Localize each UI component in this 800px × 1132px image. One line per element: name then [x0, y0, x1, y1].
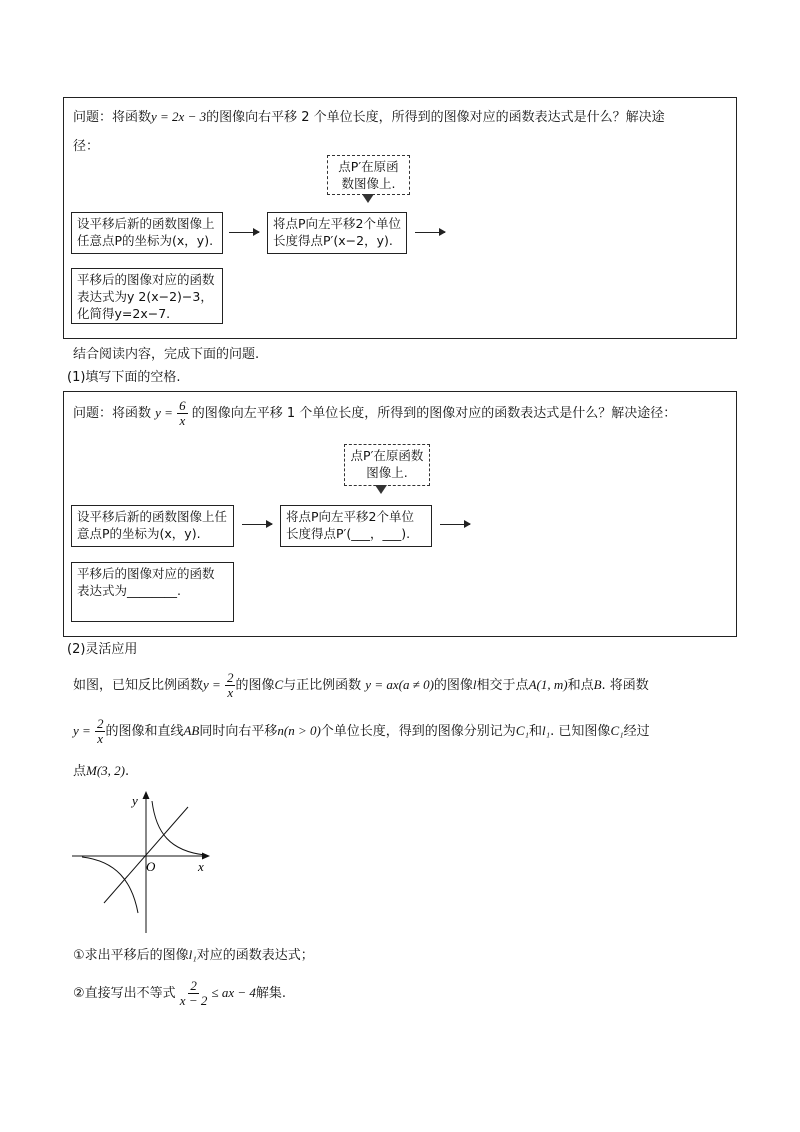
fillin-result-blank[interactable]: 表达式为________. — [77, 583, 181, 598]
example-arrow-1 — [229, 232, 259, 233]
fillin-box-translate: 将点P向左平移2个单位 长度得点P′(___，___). — [280, 505, 432, 547]
part2-title: (2)灵活应用 — [67, 642, 138, 657]
intro-text: 结合阅读内容，完成下面的问题. — [73, 347, 260, 362]
origin-label: O — [146, 859, 156, 874]
question-2: ②直接写出不等式 $\frac{2}{x - 2}$ ≤ ax − 4解集. — [73, 978, 287, 1008]
hyperbola-branch-q1 — [152, 801, 205, 855]
example-arrow-2 — [415, 232, 445, 233]
example-box-set-point: 设平移后新的函数图像上任意点P的坐标为(x，y). — [71, 212, 223, 254]
hyperbola-branch-q3 — [82, 857, 138, 913]
example-callout: 点P′在原函数图像上. — [327, 155, 410, 195]
fillin-callout-pointer — [375, 485, 387, 494]
example-problem-line2: 径： — [73, 139, 100, 154]
example-box-translate: 将点P向左平移2个单位长度得点P′(x−2，y). — [267, 212, 407, 254]
x-axis-label: x — [198, 859, 204, 874]
fraction-6-over-x: $\frac{6}{x}$ — [179, 398, 186, 428]
part2-line2: y = $\frac{2}{x}$ 的图像和直线AB同时向右平移n(n > 0)个单位长度，得到的图像分别记为C₁和l₁. 已知图像C₁经过 — [73, 716, 650, 746]
part2-line3: 点M(3, 2). — [73, 763, 130, 779]
fillin-arrow-1 — [242, 524, 272, 525]
fillin-arrow-2 — [440, 524, 470, 525]
question-1: ①求出平移后的图像l₁对应的函数表达式； — [73, 947, 314, 963]
coordinate-graph — [70, 785, 220, 935]
example-problem-line: 问题：将函数y = 2x − 3的图像向右平移 2 个单位长度，所得到的图像对应的函数表达式是什么？解决途 — [73, 109, 665, 125]
fillin-callout: 点P′在原函数图像上. — [344, 444, 430, 486]
part2-line1: 如图，已知反比例函数y = $\frac{2}{x}$ 的图像C与正比例函数 y = ax(a ≠ 0)的图像l相交于点A(1, m)和点B. 将函数 — [73, 670, 649, 700]
callout-pointer — [362, 194, 374, 203]
y-axis-label: y — [132, 793, 138, 808]
y-axis-arrow-icon — [143, 791, 150, 799]
fillin-box-set-point: 设平移后新的函数图像上任意点P的坐标为(x，y). — [71, 505, 234, 547]
fillin-result-line1: 平移后的图像对应的函数 — [77, 566, 215, 581]
fillin-box-result — [71, 562, 234, 622]
part1-title: (1)填写下面的空格. — [67, 370, 181, 385]
fillin-problem-line: 问题：将函数 y = $\frac{6}{x}$ 的图像向左平移 1 个单位长度，所得到的图像对应的函数表达式是什么？解决途径： — [73, 398, 677, 428]
example-box-result: 平移后的图像对应的函数表达式为y 2(x−2)−3，化简得y=2x−7. — [71, 268, 223, 324]
